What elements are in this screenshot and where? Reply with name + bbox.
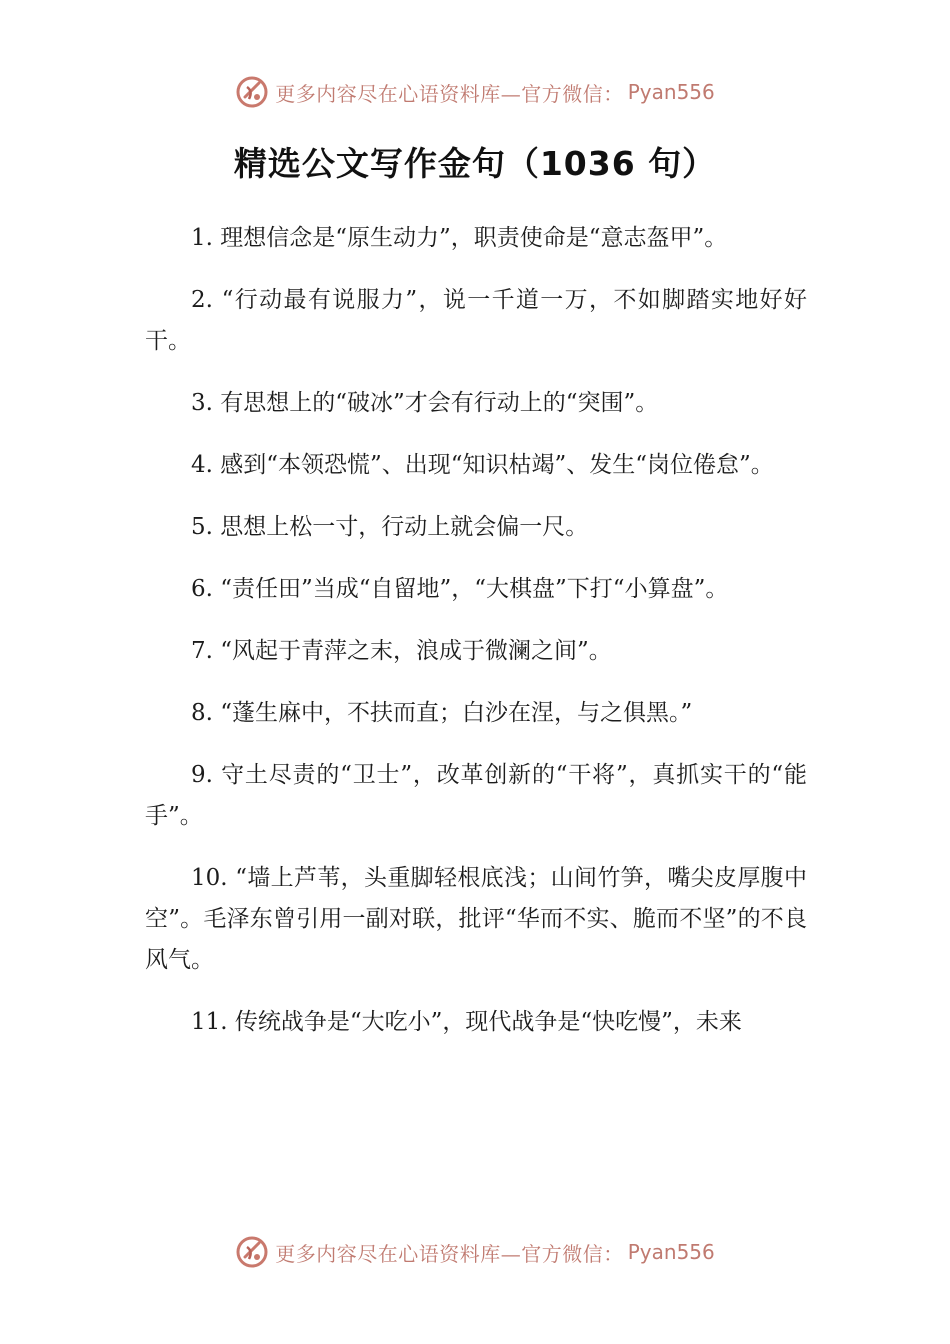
quote-paragraph: 4. 感到“本领恐慌”、出现“知识枯竭”、发生“岗位倦怠”。 — [191, 452, 774, 478]
banner-text: 更多内容尽在心语资料库—官方微信： — [275, 81, 624, 106]
seal-logo-icon — [235, 75, 269, 109]
quote-paragraph: 7. “风起于青萍之末，浪成于微澜之间”。 — [191, 638, 612, 664]
banner-wechat-handle: Pyan556 — [627, 1240, 715, 1264]
footer-watermark-banner — [0, 1232, 950, 1272]
header-watermark-banner — [0, 72, 950, 112]
banner-wechat-handle: Pyan556 — [627, 80, 715, 104]
quote-paragraph: 2. “行动最有说服力”，说一千道一万，不如脚踏实地好好干。 — [145, 287, 807, 354]
quote-paragraph: 6. “责任田”当成“自留地”，“大棋盘”下打“小算盘”。 — [191, 576, 729, 602]
document-body — [145, 218, 807, 1064]
quote-paragraph: 3. 有思想上的“破冰”才会有行动上的“突围”。 — [191, 390, 659, 416]
seal-logo-icon — [235, 1235, 269, 1269]
quote-paragraph: 1. 理想信念是“原生动力”，职责使命是“意志盔甲”。 — [191, 225, 728, 251]
quote-paragraph: 11. 传统战争是“大吃小”，现代战争是“快吃慢”，未来 — [191, 1009, 742, 1035]
quote-paragraph: 8. “蓬生麻中，不扶而直；白沙在涅，与之俱黑。” — [191, 700, 693, 726]
quote-paragraph: 9. 守土尽责的“卫士”，改革创新的“干将”，真抓实干的“能手”。 — [145, 762, 807, 829]
document-title: 精选公文写作金句（1036 句） — [233, 144, 717, 183]
quote-paragraph: 5. 思想上松一寸，行动上就会偏一尺。 — [191, 514, 589, 540]
quote-paragraph: 10. “墙上芦苇，头重脚轻根底浅；山间竹笋，嘴尖皮厚腹中空”。毛泽东曾引用一副对联，批评“华而不实、脆而不坚”的不良风气。 — [145, 865, 807, 973]
banner-text: 更多内容尽在心语资料库—官方微信： — [275, 1241, 624, 1266]
